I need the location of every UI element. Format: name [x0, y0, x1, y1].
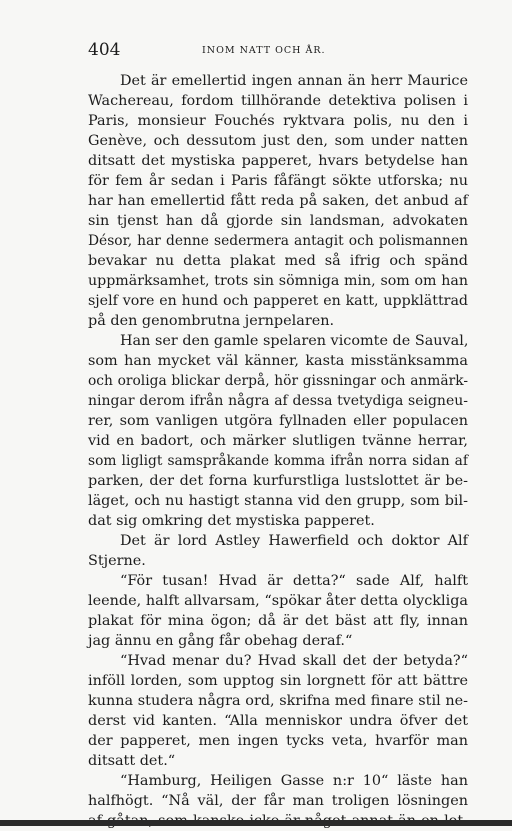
text-line: Wachereau, fordom tillhörande detektiva polisen i: [88, 93, 468, 109]
text-line: Genève, och dessutom just den, som under natten: [88, 133, 468, 149]
text-line: der papperet, men ingen tycks veta, hvarför man: [88, 733, 468, 749]
text-line: som ligligt samspråkande komma ifrån norra sidan af: [88, 453, 468, 469]
text-line: rer, som vanligen utgöra fyllnaden eller populacen: [88, 413, 468, 429]
text-line: Stjerne.: [88, 553, 146, 569]
text-line: parken, der det forna kurfurstliga lustslottet är be-: [88, 473, 468, 489]
running-head: INOM NATT OCH ÅR.: [202, 45, 326, 56]
text-line: har han emellertid fått reda på saken, det anbud af: [88, 193, 468, 209]
bottom-edge: [0, 820, 512, 826]
text-line: ditsatt det.“: [88, 753, 176, 769]
text-line: uppmärksamhet, trots sin sömniga min, som om han: [88, 273, 468, 289]
text-line: inföll lorden, som upptog sin lorgnett för att bättre: [88, 673, 468, 689]
text-line: “Hvad menar du? Hvad skall det der betyda?“: [120, 653, 468, 669]
text-line: ningar derom ifrån några af dessa tvetydiga seigneu-: [88, 393, 468, 409]
text-line: på den genombrutna jernpelaren.: [88, 313, 335, 329]
text-line: bevakar nu detta plakat med så ifrig och spänd: [88, 253, 468, 269]
text-line: kunna studera några ord, skrifna med finare stil ne-: [88, 693, 468, 709]
text-line: Det är emellertid ingen annan än herr Maurice: [120, 73, 468, 89]
text-line: plakat för mina ögon; då är det bäst att fly, innan: [88, 613, 468, 629]
text-line: halfhögt. “Nå väl, der får man troligen lösningen: [88, 793, 468, 809]
text-line: som han mycket väl känner, kasta misstänksamma: [88, 353, 468, 369]
text-line: leende, halft allvarsam, “spökar åter detta olyckliga: [88, 593, 468, 609]
text-line: jag ännu en gång får obehag deraf.“: [88, 633, 353, 649]
text-line: sjelf vore en hund och papperet en katt, uppklättrad: [88, 293, 468, 309]
text-line: och oroliga blickar derpå, hör gissningar och anmärk-: [88, 373, 468, 389]
text-line: vid en badort, och märker slutligen tvänne herrar,: [88, 433, 468, 449]
text-line: ditsatt det mystiska papperet, hvars betydelse han: [88, 153, 468, 169]
text-line: Det är lord Astley Hawerfield och doktor Alf: [120, 533, 468, 549]
body-text: [88, 71, 468, 831]
text-line: Désor, har denne sedermera antagit och polismannen: [88, 233, 468, 249]
text-line: derst vid kanten. “Alla menniskor undra öfver det: [88, 713, 468, 729]
page-header: [88, 40, 472, 60]
text-line: för fem år sedan i Paris fåfängt sökte utforska; nu: [88, 173, 468, 189]
text-line: Paris, monsieur Fouchés ryktvara polis, nu den i: [88, 113, 468, 129]
page-number: 404: [88, 40, 121, 60]
text-line: Han ser den gamle spelaren vicomte de Sauval,: [120, 333, 469, 349]
text-line: sin tjenst han då gjorde sin landsman, advokaten: [88, 213, 468, 229]
text-line: “För tusan! Hvad är detta?“ sade Alf, halft: [120, 573, 468, 589]
text-line: “Hamburg, Heiligen Gasse n:r 10“ läste han: [120, 773, 468, 789]
text-line: dat sig omkring det mystiska papperet.: [88, 513, 375, 529]
text-line: läget, och nu hastigt stanna vid den grupp, som bil-: [88, 493, 468, 509]
